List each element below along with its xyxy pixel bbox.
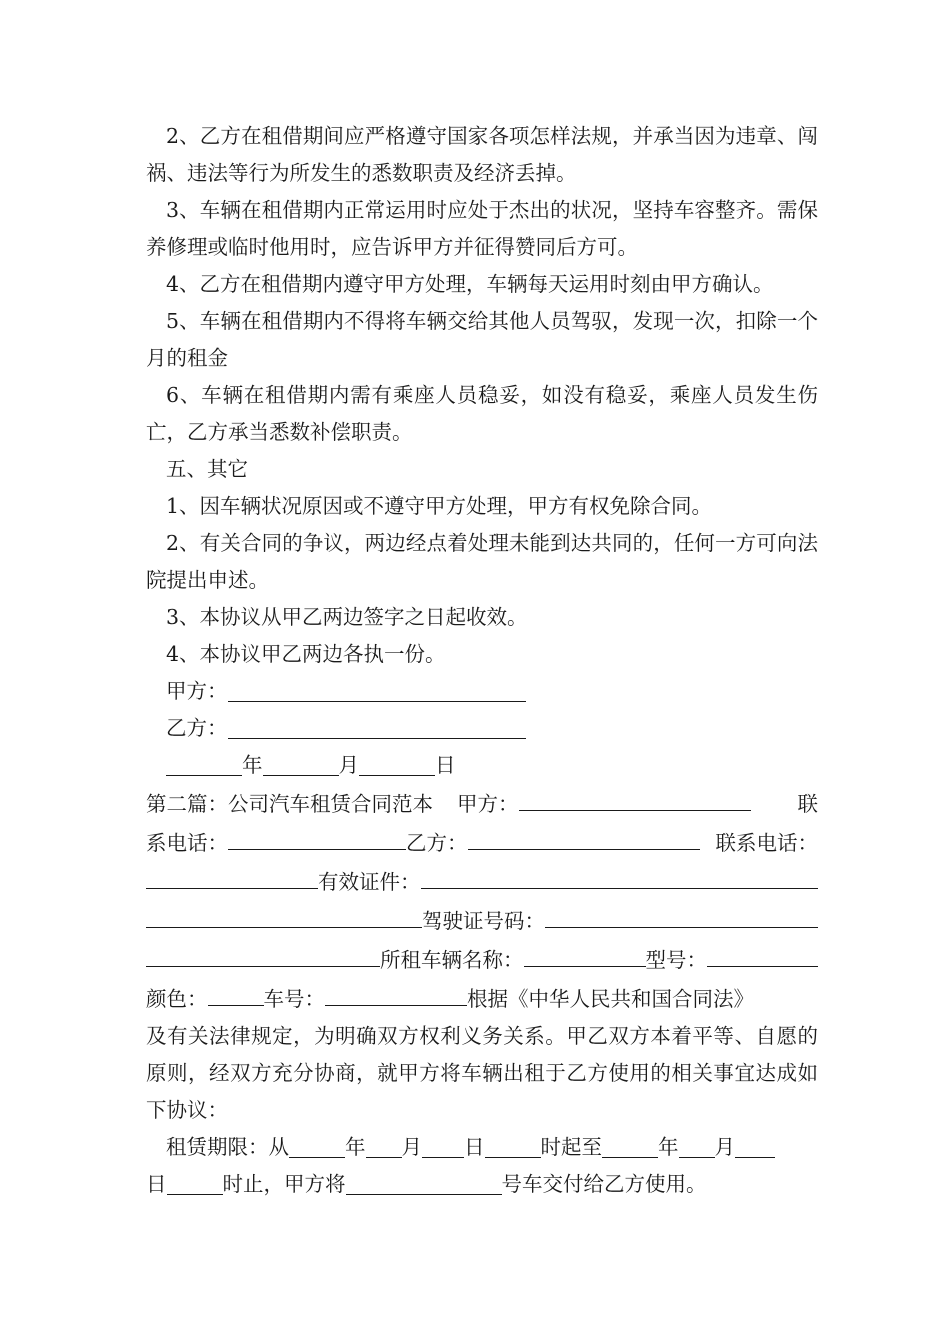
- id-doc-blank-cont[interactable]: [146, 901, 422, 928]
- term-label: 租赁期限：从: [166, 1135, 289, 1159]
- day-label: 日: [435, 753, 456, 777]
- vehicle-no-blank[interactable]: [346, 1168, 502, 1195]
- part-two-party-b-blank[interactable]: [468, 823, 700, 850]
- clause-5-2: 2、有关合同的争议，两边经点着处理未能到达共同的，任何一方可向法院提出申述。: [146, 531, 818, 592]
- term-end-month: 月: [714, 1135, 735, 1159]
- term-end-year-blank[interactable]: [602, 1131, 658, 1158]
- signature-party-a: [166, 673, 818, 710]
- signature-party-b: [166, 710, 818, 747]
- month-blank[interactable]: [263, 749, 339, 776]
- license-blank-cont[interactable]: [146, 940, 380, 967]
- contact-2-label: 联系电话：: [715, 831, 818, 855]
- clause-4-2: 2、乙方在租借期间应严格遵守国家各项怎样法规，并承当因为违章、闯祸、违法等行为所发生的悉数职责及经济丢掉。: [146, 124, 818, 185]
- clause-4-5: 5、车辆在租借期内不得将车辆交给其他人员驾驭，发现一次，扣除一个月的租金: [146, 309, 818, 370]
- clause-4-3: 3、车辆在租借期内正常运用时应处于杰出的状况，坚持车容整齐。需保养修理或临时他用时，应告诉甲方并征得赞同后方可。: [146, 198, 818, 259]
- term-hour-to: 时止，甲方将: [222, 1172, 346, 1196]
- plate-label: 车号：: [263, 987, 325, 1011]
- color-blank[interactable]: [208, 979, 264, 1006]
- term-day-blank[interactable]: [422, 1131, 464, 1158]
- party-a-blank[interactable]: [228, 675, 526, 702]
- preamble-start: 根据《中华人民共和国合同法》: [467, 987, 754, 1011]
- color-label: 颜色：: [146, 987, 208, 1011]
- term-year-blank[interactable]: [289, 1131, 345, 1158]
- license-blank[interactable]: [545, 901, 818, 928]
- part-two-line-1: [146, 784, 818, 823]
- clause-4-6: 6、车辆在租借期内需有乘座人员稳妥，如没有稳妥，乘座人员发生伤亡，乙方承当悉数补偿职责。: [146, 383, 818, 444]
- handover-text: 号车交付给乙方使用。: [501, 1172, 707, 1196]
- term-month: 月: [401, 1135, 422, 1159]
- term-end-month-blank[interactable]: [679, 1131, 715, 1158]
- part-two-line-2: [146, 823, 818, 862]
- part-two-party-b-label: 乙方：: [406, 831, 468, 855]
- lease-term-cont: [146, 1166, 818, 1203]
- part-two-line-5: [146, 940, 818, 979]
- clause-5-1: 1、因车辆状况原因或不遵守甲方处理，甲方有权免除合同。: [166, 494, 713, 518]
- clause-5-4: 4、本协议甲乙两边各执一份。: [166, 642, 446, 666]
- party-b-label: 乙方：: [166, 716, 228, 740]
- id-doc-blank[interactable]: [421, 862, 819, 889]
- party-b-blank[interactable]: [228, 712, 526, 739]
- term-end-day: 日: [146, 1172, 167, 1196]
- plate-blank[interactable]: [325, 979, 467, 1006]
- part-two-form: [146, 784, 818, 1203]
- vehicle-name-label: 所租车辆名称：: [380, 948, 524, 972]
- part-two-party-a-blank[interactable]: [519, 784, 751, 811]
- model-label: 型号：: [645, 948, 707, 972]
- term-hour-from: 时起至: [540, 1135, 602, 1159]
- model-blank[interactable]: [707, 940, 818, 967]
- section-five-heading: 五、其它: [166, 457, 248, 481]
- signature-date: [166, 747, 818, 784]
- document-page: [146, 118, 818, 1203]
- contact-1-part-b: 系电话：: [146, 831, 228, 855]
- year-blank[interactable]: [166, 749, 242, 776]
- part-two-line-4: [146, 901, 818, 940]
- vehicle-name-blank[interactable]: [524, 940, 646, 967]
- part-two-title: 第二篇：公司汽车租赁合同范本: [146, 792, 433, 816]
- term-hour-blank[interactable]: [485, 1131, 541, 1158]
- term-end-hour-blank[interactable]: [167, 1168, 223, 1195]
- preamble: 及有关法律规定，为明确双方权利义务关系。甲乙双方本着平等、自愿的原则，经双方充分协商，就甲方将车辆出租于乙方使用的相关事宜达成如下协议：: [146, 1024, 818, 1122]
- id-doc-label: 有效证件：: [318, 870, 421, 894]
- contact-2-blank[interactable]: [146, 862, 318, 889]
- contact-1-part-a: 联: [797, 792, 818, 816]
- term-end-year: 年: [658, 1135, 679, 1159]
- term-year: 年: [345, 1135, 366, 1159]
- month-label: 月: [338, 753, 359, 777]
- term-month-blank[interactable]: [366, 1131, 402, 1158]
- term-day: 日: [464, 1135, 485, 1159]
- party-a-label: 甲方：: [166, 679, 228, 703]
- term-end-day-blank[interactable]: [735, 1131, 775, 1158]
- clause-5-3: 3、本协议从甲乙两边签字之日起收效。: [166, 605, 528, 629]
- year-label: 年: [242, 753, 263, 777]
- part-two-line-3: [146, 862, 818, 901]
- part-two-party-a-label: 甲方：: [457, 792, 519, 816]
- contact-1-blank[interactable]: [228, 823, 406, 850]
- day-blank[interactable]: [359, 749, 435, 776]
- part-two-line-6: [146, 979, 818, 1018]
- clause-4-4: 4、乙方在租借期内遵守甲方处理，车辆每天运用时刻由甲方确认。: [166, 272, 774, 296]
- license-label: 驾驶证号码：: [422, 909, 545, 933]
- lease-term: [146, 1129, 818, 1166]
